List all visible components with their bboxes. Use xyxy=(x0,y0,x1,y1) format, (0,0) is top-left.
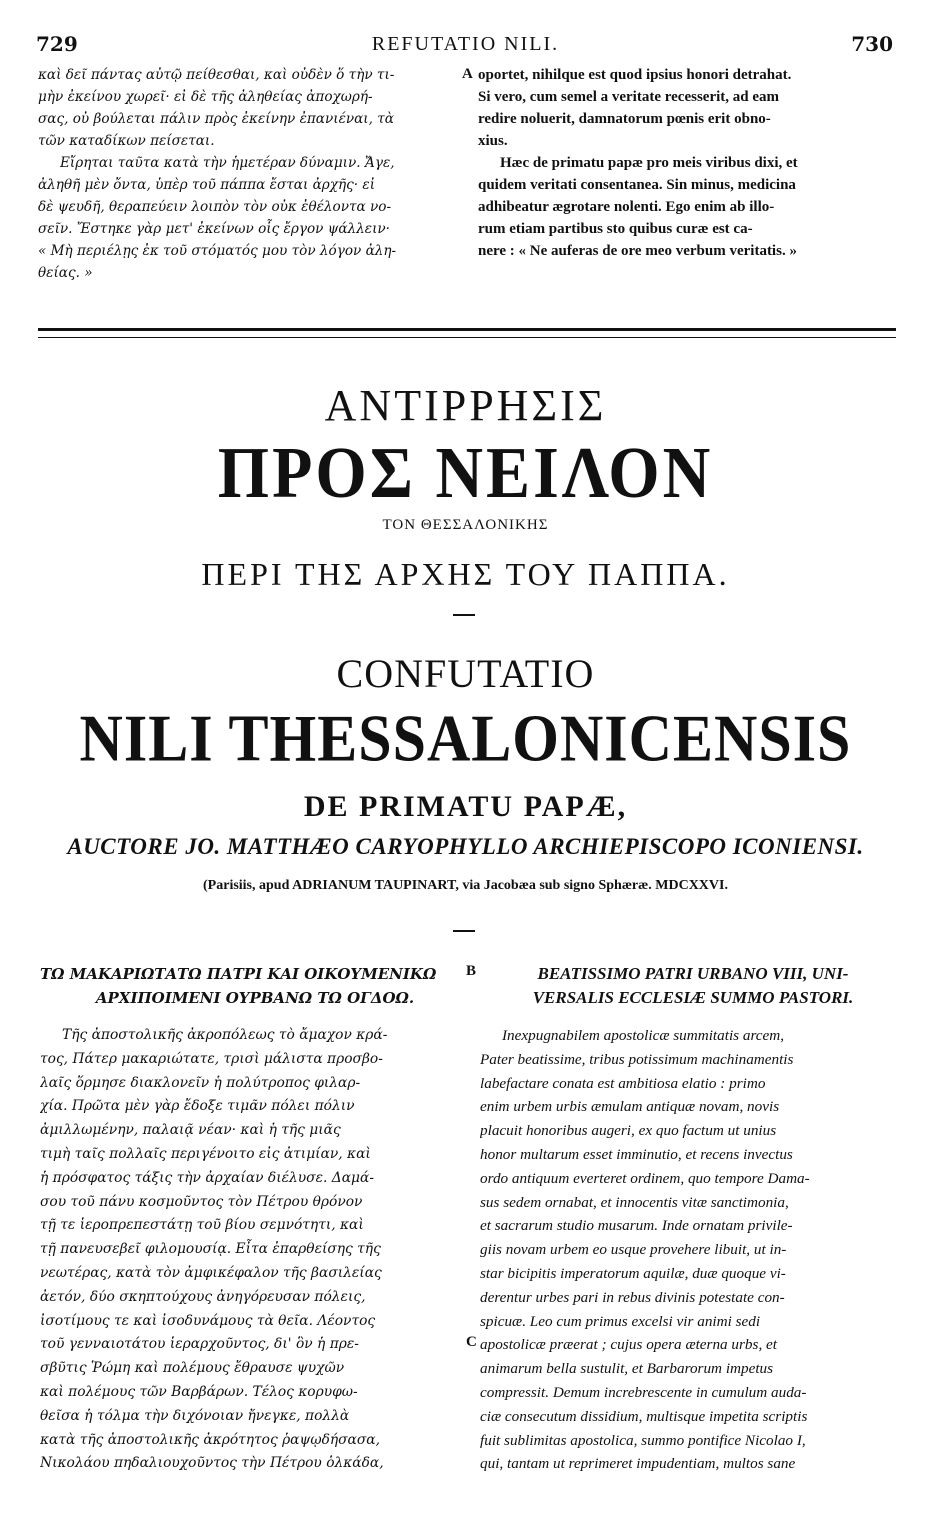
text-line: star bicipitis imperatorum aquilæ, duæ quoque vi- xyxy=(480,1264,786,1282)
text-line: oportet, nihilque est quod ipsius honori detrahat. xyxy=(478,67,792,83)
text-line: xius. xyxy=(478,133,508,149)
bottom-right-column xyxy=(480,1024,905,1476)
heading-line: VERSALIS ECCLESIÆ SUMMO PASTORI. xyxy=(532,988,854,1007)
text-line: μὴν ἐκείνου χωρεῖ· εἰ δὲ τῆς ἀληθείας ἀποχωρή- xyxy=(38,89,373,105)
text-line: δὲ ψευδῆ, θεραπεύειν λοιπὸν τὸν οὐκ ἐθέλοντα νο- xyxy=(38,199,392,215)
text-line: ἀμιλλωμένην, παλαιᾷ νέαν· καὶ ἡ τῆς μιᾶς xyxy=(40,1122,341,1139)
text-line: Inexpugnabilem apostolicæ summitatis arcem, xyxy=(502,1027,785,1044)
page-number-right: 730 xyxy=(851,32,893,56)
text-line: κατὰ τῆς ἀποστολικῆς ἀκρότητος ῥαψῳδήσασα, xyxy=(40,1431,380,1448)
text-line: τοῦ γενναιοτάτου ἱεραρχοῦντος, δι' ὃν ἡ πρε- xyxy=(40,1336,359,1353)
text-line: sus sedem ornabat, et innocentis vitæ sanctimonia, xyxy=(480,1193,789,1211)
text-line: ἰσοτίμους τε καὶ ἰσοδυνάμους τὰ θεῖα. Λέοντος xyxy=(40,1312,376,1329)
title-dash xyxy=(453,614,475,616)
heading-line: ΑΡΧΙΠΟΙΜΕΝΙ ΟΥΡΒΑΝΩ ΤΩ ΟΓΔΟΩ. xyxy=(95,989,415,1007)
title-dash xyxy=(453,930,475,932)
text-line: quidem veritati consentanea. Sin minus, medicina xyxy=(478,177,796,193)
heading-line: ΤΩ ΜΑΚΑΡΙΩΤΑΤΩ ΠΑΤΡΙ ΚΑΙ ΟΙΚΟΥΜΕΝΙΚΩ xyxy=(40,965,437,983)
text-line: placuit honoribus augeri, ex quo factum ut unius xyxy=(480,1122,777,1140)
text-line: derentur urbes pari in rebus divinis potestate con- xyxy=(480,1288,785,1306)
heading-line: BEATISSIMO PATRI URBANO VIII, UNI- xyxy=(537,964,849,983)
section-rule xyxy=(38,328,896,338)
text-line: λαῖς ὅρμησε διακλονεῖν ἡ πολύτροπος φιλαρ- xyxy=(40,1074,361,1091)
text-line: animarum bella sustulit, et Barbarorum impetus xyxy=(480,1360,774,1378)
text-line: apostolicæ præerat ; cujus opera æterna urbs, et xyxy=(480,1336,777,1354)
text-line: qui, tantam ut reprimeret impudentiam, multos sane xyxy=(480,1455,796,1473)
imprint-line: (Parisiis, apud ADRIANUM TAUPINART, via Jacobæa sub signo Sphæræ. MDCXXVI. xyxy=(203,878,728,893)
text-line: σεῖν. Ἔστηκε γὰρ μετ' ἐκείνων οἷς ἔργον ψάλλειν· xyxy=(38,221,390,237)
text-line: spicuæ. Leo cum primus excelsi vir animi sedi xyxy=(480,1312,761,1330)
text-line: σου τοῦ πάνυ κοσμοῦντος τὸν Πέτρου θρόνον xyxy=(40,1193,363,1210)
text-line: τῶν καταδίκων πείσεται. xyxy=(38,133,215,149)
title-auctore: AUCTORE JO. MATTHÆO CARYOPHYLLO ARCHIEPISCOPO ICONIENSI. xyxy=(67,834,864,859)
text-line: labefactare conata est ambitiosa elatio : primo xyxy=(480,1074,766,1092)
text-line: ἀληθῆ μὲν ὄντα, ὑπὲρ τοῦ πάππα ἔσται ἀρχῆς· εἰ xyxy=(38,177,376,193)
text-line: τος, Πάτερ μακαριώτατε, τρισὶ μάλιστα προσβο- xyxy=(40,1050,383,1067)
text-line: adhibeatur ægrotare nolenti. Ego enim ab illo- xyxy=(478,199,775,215)
text-line: τῇ τε ἱεροπρεπεστάτῃ τοῦ βίου σεμνότητι, καὶ xyxy=(40,1217,364,1234)
text-line: Τῆς ἀποστολικῆς ἀκροπόλεως τὸ ἄμαχον κρά- xyxy=(62,1027,388,1043)
top-right-column xyxy=(478,64,898,262)
text-line: Εἴρηται ταῦτα κατὰ τὴν ἡμετέραν δύναμιν. Ἄγε, xyxy=(60,155,395,171)
running-title: REFUTATIO NILI. xyxy=(371,33,560,55)
text-line: καὶ δεῖ πάντας αὐτῷ πείθεσθαι, καὶ οὐδὲν ὅ τὴν τι- xyxy=(38,67,395,83)
text-line: enim urbem urbis æmulam antiquæ novam, novis xyxy=(480,1098,780,1116)
text-line: ἀετόν, δύο σκηπτούχους ἀνηγόρευσαν πόλεις, xyxy=(40,1288,366,1305)
text-line: « Μὴ περιέλῃς ἐκ τοῦ στόματός μου τὸν λόγον ἀλη- xyxy=(38,243,397,259)
title-antirrhesis: ΑΝΤΙΡΡΗΣΙΣ xyxy=(324,381,607,430)
text-line: Si vero, cum semel a veritate recesserit, ad eam xyxy=(478,89,780,105)
text-line: nere : « Ne auferas de ore meo verbum veritatis. » xyxy=(478,243,797,259)
text-line: νεωτέρας, κατὰ τὸν ἀμφικέφαλον τῆς βασιλείας xyxy=(40,1264,382,1281)
title-thessalonikes: ΤΟΝ ΘΕΣΣΑΛΟΝΙΚΗΣ xyxy=(382,517,549,533)
title-pros-neilon: ΠΡΟΣ ΝΕΙΛΟΝ xyxy=(217,433,714,514)
title-nili: NILI THESSALONICENSIS xyxy=(79,700,852,775)
text-line: ἡ πρόσφατος τάξις τὴν ἀρχαίαν διέλυσε. Δαμά- xyxy=(40,1169,375,1186)
margin-letter-b: B xyxy=(466,963,477,979)
margin-letter-a: A xyxy=(462,66,473,82)
text-line: ordo antiquum everteret ordinem, quo tempore Dama- xyxy=(480,1169,810,1187)
text-line: χία. Πρῶτα μὲν γὰρ ἔδοξε τιμᾶν πόλει πόλιν xyxy=(40,1098,355,1115)
text-line: Pater beatissime, tribus potissimum machinamentis xyxy=(480,1050,794,1068)
text-line: redire noluerit, damnatorum pœnis erit obno- xyxy=(478,111,771,127)
text-line: τιμὴ ταῖς πολλαῖς περιγένοιτο εἰς ἀτιμίαν, καὶ xyxy=(40,1145,371,1162)
text-line: compressit. Demum increbrescente in cumulum auda- xyxy=(480,1383,807,1401)
text-line: fuit sublimitas apostolica, summo pontifice Nicolao I, xyxy=(480,1431,806,1449)
text-line: giis novam urbem eo usque provehere libuit, ut in- xyxy=(480,1241,787,1259)
text-line: σας, οὐ βούλεται πάλιν πρὸς ἐκείνην ἐπανιέναι, τὰ xyxy=(38,111,394,127)
title-peri-arches: ΠΕΡΙ ΤΗΣ ΑΡΧΗΣ ΤΟΥ ΠΑΠΠΑ. xyxy=(201,556,730,592)
greek-dedication-heading xyxy=(40,962,470,1010)
text-line: Νικολάου πηδαλιουχοῦντος τὴν Πέτρου ὁλκάδα, xyxy=(40,1455,384,1472)
margin-letter-c: C xyxy=(466,1334,477,1350)
top-left-column xyxy=(38,64,458,284)
text-line: καὶ πολέμους τῶν Βαρβάρων. Τέλος κορυφω- xyxy=(40,1383,358,1400)
text-line: σβῦτις Ῥώμη καὶ πολέμους ἔθραυσε ψυχῶν xyxy=(40,1360,345,1377)
text-line: τῇ πανευσεβεῖ φιλομουσίᾳ. Εἶτα ἐπαρθείσης τῆς xyxy=(40,1241,381,1258)
text-line: et sacrarum studio musarum. Inde ornatam privile- xyxy=(480,1217,793,1235)
text-line: θεῖσα ἡ τόλμα τὴν διχόνοιαν ἤνεγκε, πολλὰ xyxy=(40,1407,350,1424)
latin-dedication-heading xyxy=(483,962,903,1010)
text-line: rum etiam partibus sto quibus curæ est ca- xyxy=(478,221,753,237)
text-line: Hæc de primatu papæ pro meis viribus dixi, et xyxy=(500,155,798,171)
text-line: θείας. » xyxy=(38,265,93,281)
bottom-left-column xyxy=(40,1024,465,1476)
title-de-primatu: DE PRIMATU PAPÆ, xyxy=(303,790,628,823)
text-line: ciæ consecutum dissidium, multisque impetita scriptis xyxy=(480,1407,808,1425)
text-line: honor multarum esset imminutio, et recens invectus xyxy=(480,1145,793,1163)
title-confutatio: CONFUTATIO xyxy=(336,651,595,696)
page-number-left: 729 xyxy=(36,32,78,56)
